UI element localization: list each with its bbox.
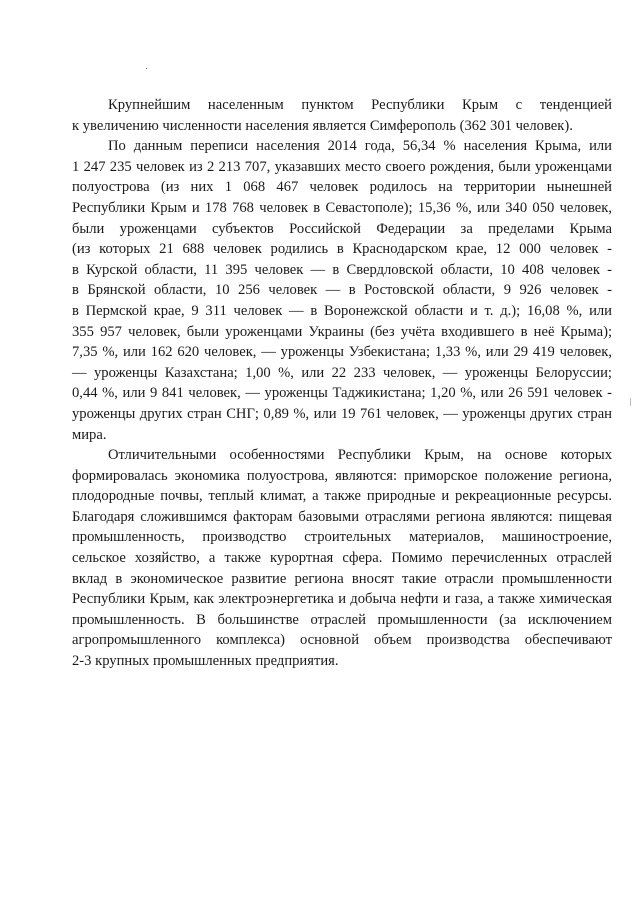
scan-speck (146, 68, 147, 69)
paragraph-line: Республики Крым, как электроэнергетика и добыча нефти и газа, а также химическая (72, 591, 612, 608)
body-text (72, 95, 612, 672)
paragraph-line: формировалась экономика полуострова, являются: приморское положение региона, (72, 467, 612, 484)
paragraph-line: промышленность, производство строительных материалов, машиностроение, (72, 529, 612, 546)
paragraph-line: в Курской области, 11 395 человек — в Свердловской области, 10 408 человек - (72, 261, 612, 278)
paragraph-line: мира. (72, 426, 107, 443)
paragraph-line: — уроженцы Казахстана; 1,00 %, или 22 233 человек, — уроженцы Белоруссии; (72, 364, 612, 381)
paragraph-line: уроженцы других стран СНГ; 0,89 %, или 19 761 человек, — уроженцы других стран (72, 405, 612, 422)
paragraph-line: 1 247 235 человек из 2 213 707, указавших место своего рождения, были уроженцами (72, 158, 612, 175)
paragraph-line: в Пермской крае, 9 311 человек — в Воронежской области и т. д.); 16,08 %, или (72, 302, 612, 319)
paragraph-line: Благодаря сложившимся факторам базовыми отраслями региона являются: пищевая (72, 508, 612, 525)
paragraph-line: 2-3 крупных промышленных предприятия. (72, 653, 339, 670)
paragraph-line: Республики Крым и 178 768 человек в Севастополе); 15,36 %, или 340 050 человек, (72, 199, 612, 216)
paragraph-line: Отличительными особенностями Республики Крым, на основе которых (108, 447, 612, 464)
paragraph-line: 7,35 %, или 162 620 человек, — уроженцы Узбекистана; 1,33 %, или 29 419 человек, (72, 344, 612, 361)
scan-speck (630, 398, 631, 406)
paragraph-line: агропромышленного комплекса) основной объем производства обеспечивают (72, 632, 612, 649)
paragraph-line: По данным переписи населения 2014 года, 56,34 % населения Крыма, или (108, 138, 612, 155)
paragraph-line: Крупнейшим населенным пунктом Республики Крым с тенденцией (108, 97, 612, 113)
paragraph-line: были уроженцами субъектов Российской Федерации за пределами Крыма (72, 220, 612, 237)
paragraph-line: к увеличению численности населения является Симферополь (362 301 человек). (72, 117, 573, 134)
paragraph-line: вклад в экономическое развитие региона вносят такие отрасли промышленности (72, 570, 612, 587)
paragraph-line: (из которых 21 688 человек родились в Краснодарском крае, 12 000 человек - (72, 241, 612, 258)
paragraph-line: в Брянской области, 10 256 человек — в Ростовской области, 9 926 человек - (72, 282, 612, 299)
paragraph-line: 355 957 человек, были уроженцами Украины (без учёта входившего в неё Крыма); (72, 323, 612, 340)
paragraph-line: полуострова (из них 1 068 467 человек родилось на территории нынешней (72, 179, 612, 196)
paragraph-line: сельское хозяйство, а также курортная сфера. Помимо перечисленных отраслей (72, 550, 612, 567)
paragraph-line: плодородные почвы, теплый климат, а также природные и рекреационные ресурсы. (72, 488, 612, 505)
paragraph-line: промышленность. В большинстве отраслей промышленности (за исключением (72, 611, 612, 628)
paragraph-line: 0,44 %, или 9 841 человек, — уроженцы Таджикистана; 1,20 %, или 26 591 человек - (72, 385, 612, 402)
